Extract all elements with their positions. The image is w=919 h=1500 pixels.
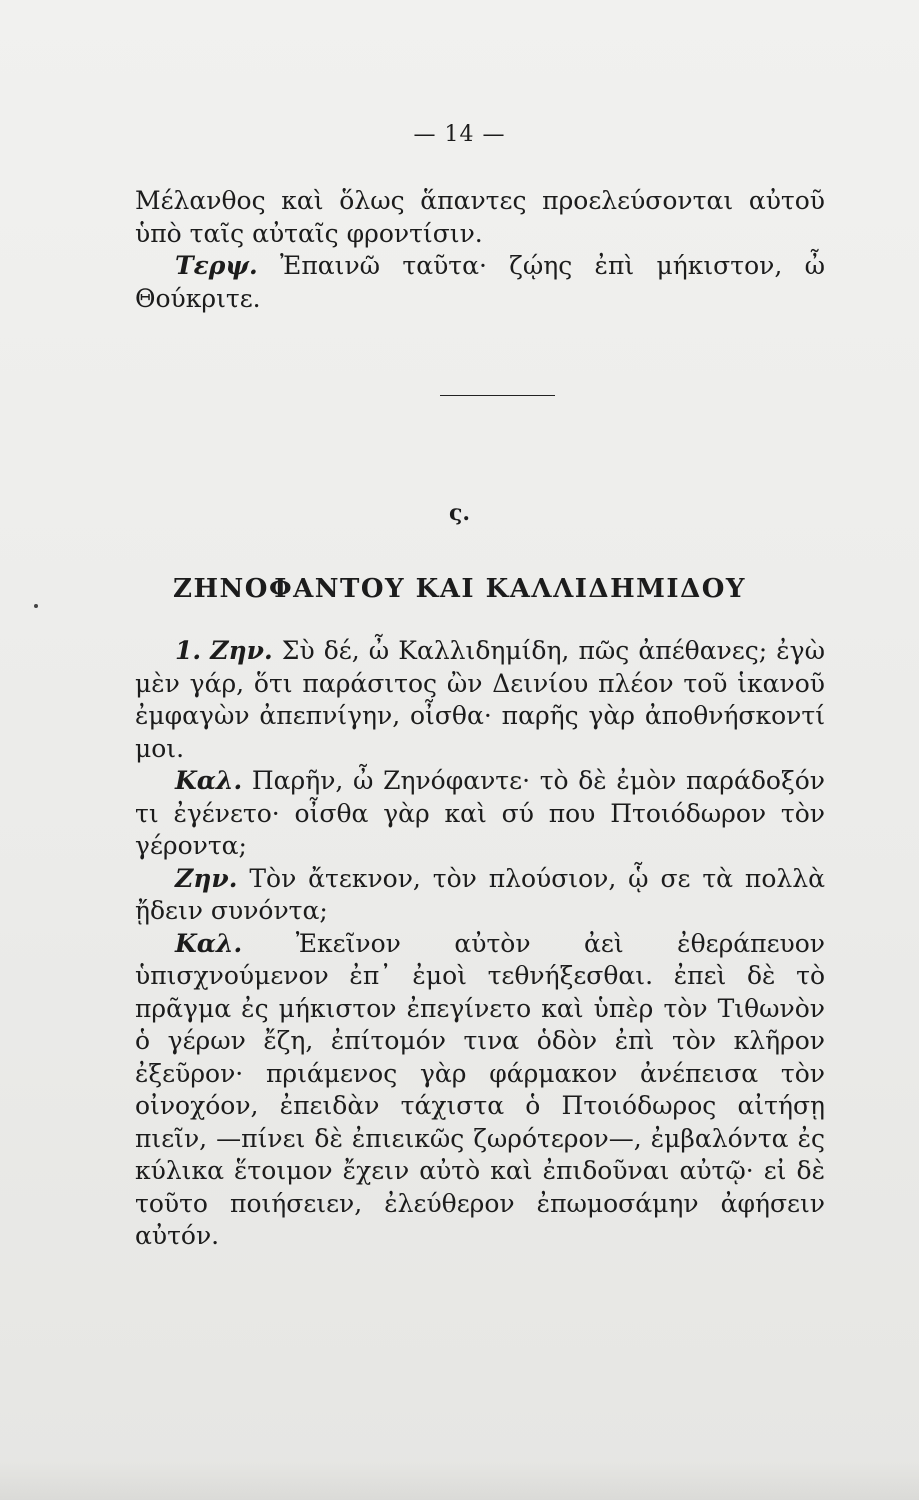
dialogue-paragraph bbox=[135, 863, 825, 928]
speaker-label: Ζην. bbox=[210, 636, 273, 665]
speaker-label: Καλ. bbox=[175, 766, 243, 795]
speech-text: Ἐπαινῶ ταῦτα· ζῴης ἐπὶ μήκιστον, ὦ Θούκριτε. bbox=[135, 251, 825, 313]
paragraph-terpsion bbox=[135, 250, 825, 315]
paragraph-number: 1. bbox=[175, 636, 202, 665]
margin-dot bbox=[34, 604, 38, 608]
speaker-label: Τερψ. bbox=[175, 251, 258, 280]
speaker-label: Ζην. bbox=[175, 863, 238, 893]
page-edge-shadow bbox=[0, 1460, 919, 1500]
text-block-top bbox=[135, 185, 825, 315]
speech-text: Παρῆν, ὦ Ζηνόφαντε· τὸ δὲ ἐμὸν παράδοξόν τι ἐγένετο· οἶσθα γὰρ καὶ σύ που Πτοιόδωρον τὸν γέροντα; bbox=[135, 766, 825, 860]
section-divider-rule bbox=[440, 395, 555, 396]
speech-text: Ἐκεῖνον αὐτὸν ἀεὶ ἐθεράπευον ὑπισχνούμενον ἐπ᾽ ἐμοὶ τεθνήξεσθαι. ἐπεὶ δὲ τὸ πρᾶγμα ἐς μήκιστον ἐπεγίνετο καὶ ὑπὲρ τὸν Τιθωνὸν ὁ γέρων ἔζη, ἐπίτομόν τινα ὁδὸν ἐπὶ τὸν κλῆρον ἐξεῦρον· πριάμενος γὰρ φάρμακον ἀνέπεισα τὸν οἰνοχόον, ἐπειδὰν τάχιστα ὁ Πτοιόδωρος αἰτήσῃ πιεῖν, —πίνει δὲ ἐπιεικῶς ζωρότερον—, ἐμβαλόντα ἐς κύλικα ἕτοιμον ἔχειν αὐτὸ καὶ ἐπιδοῦναι αὐτῷ· εἰ δὲ τοῦτο ποιήσειεν, ἐλεύθερον ἐπωμοσάμην ἀφήσειν αὐτόν. bbox=[135, 928, 825, 1250]
section-title: ΖΗΝΟΦΑΝΤΟΥ ΚΑΙ ΚΑΛΛΙΔΗΜΙΔΟΥ bbox=[173, 574, 746, 604]
speech-text: Σὺ δέ, ὦ Καλλιδημίδη, πῶς ἀπέθανες; ἐγὼ μὲν γάρ, ὅτι παράσιτος ὢν Δεινίου πλέον τοῦ ἱκανοῦ ἐμφαγὼν ἀπεπνίγην, οἶσθα· παρῆς γὰρ ἀποθνήσκοντί μοι. bbox=[135, 636, 825, 763]
dialogue-paragraph bbox=[135, 928, 825, 1253]
dialogue-block bbox=[135, 635, 825, 1253]
section-number: ς. bbox=[448, 500, 471, 526]
dialogue-paragraph bbox=[135, 635, 825, 765]
speaker-label: Καλ. bbox=[175, 928, 243, 958]
speech-text: Τὸν ἄτεκνον, τὸν πλούσιον, ᾧ σε τὰ πολλὰ ᾔδειν συνόντα; bbox=[135, 863, 825, 925]
page-number: — 14 — bbox=[413, 122, 506, 147]
paragraph-continuation: Μέλανθος καὶ ὅλως ἅπαντες προελεύσονται αὐτοῦ ὑπὸ ταῖς αὐταῖς φροντίσιν. bbox=[135, 186, 825, 248]
dialogue-paragraph bbox=[135, 765, 825, 863]
